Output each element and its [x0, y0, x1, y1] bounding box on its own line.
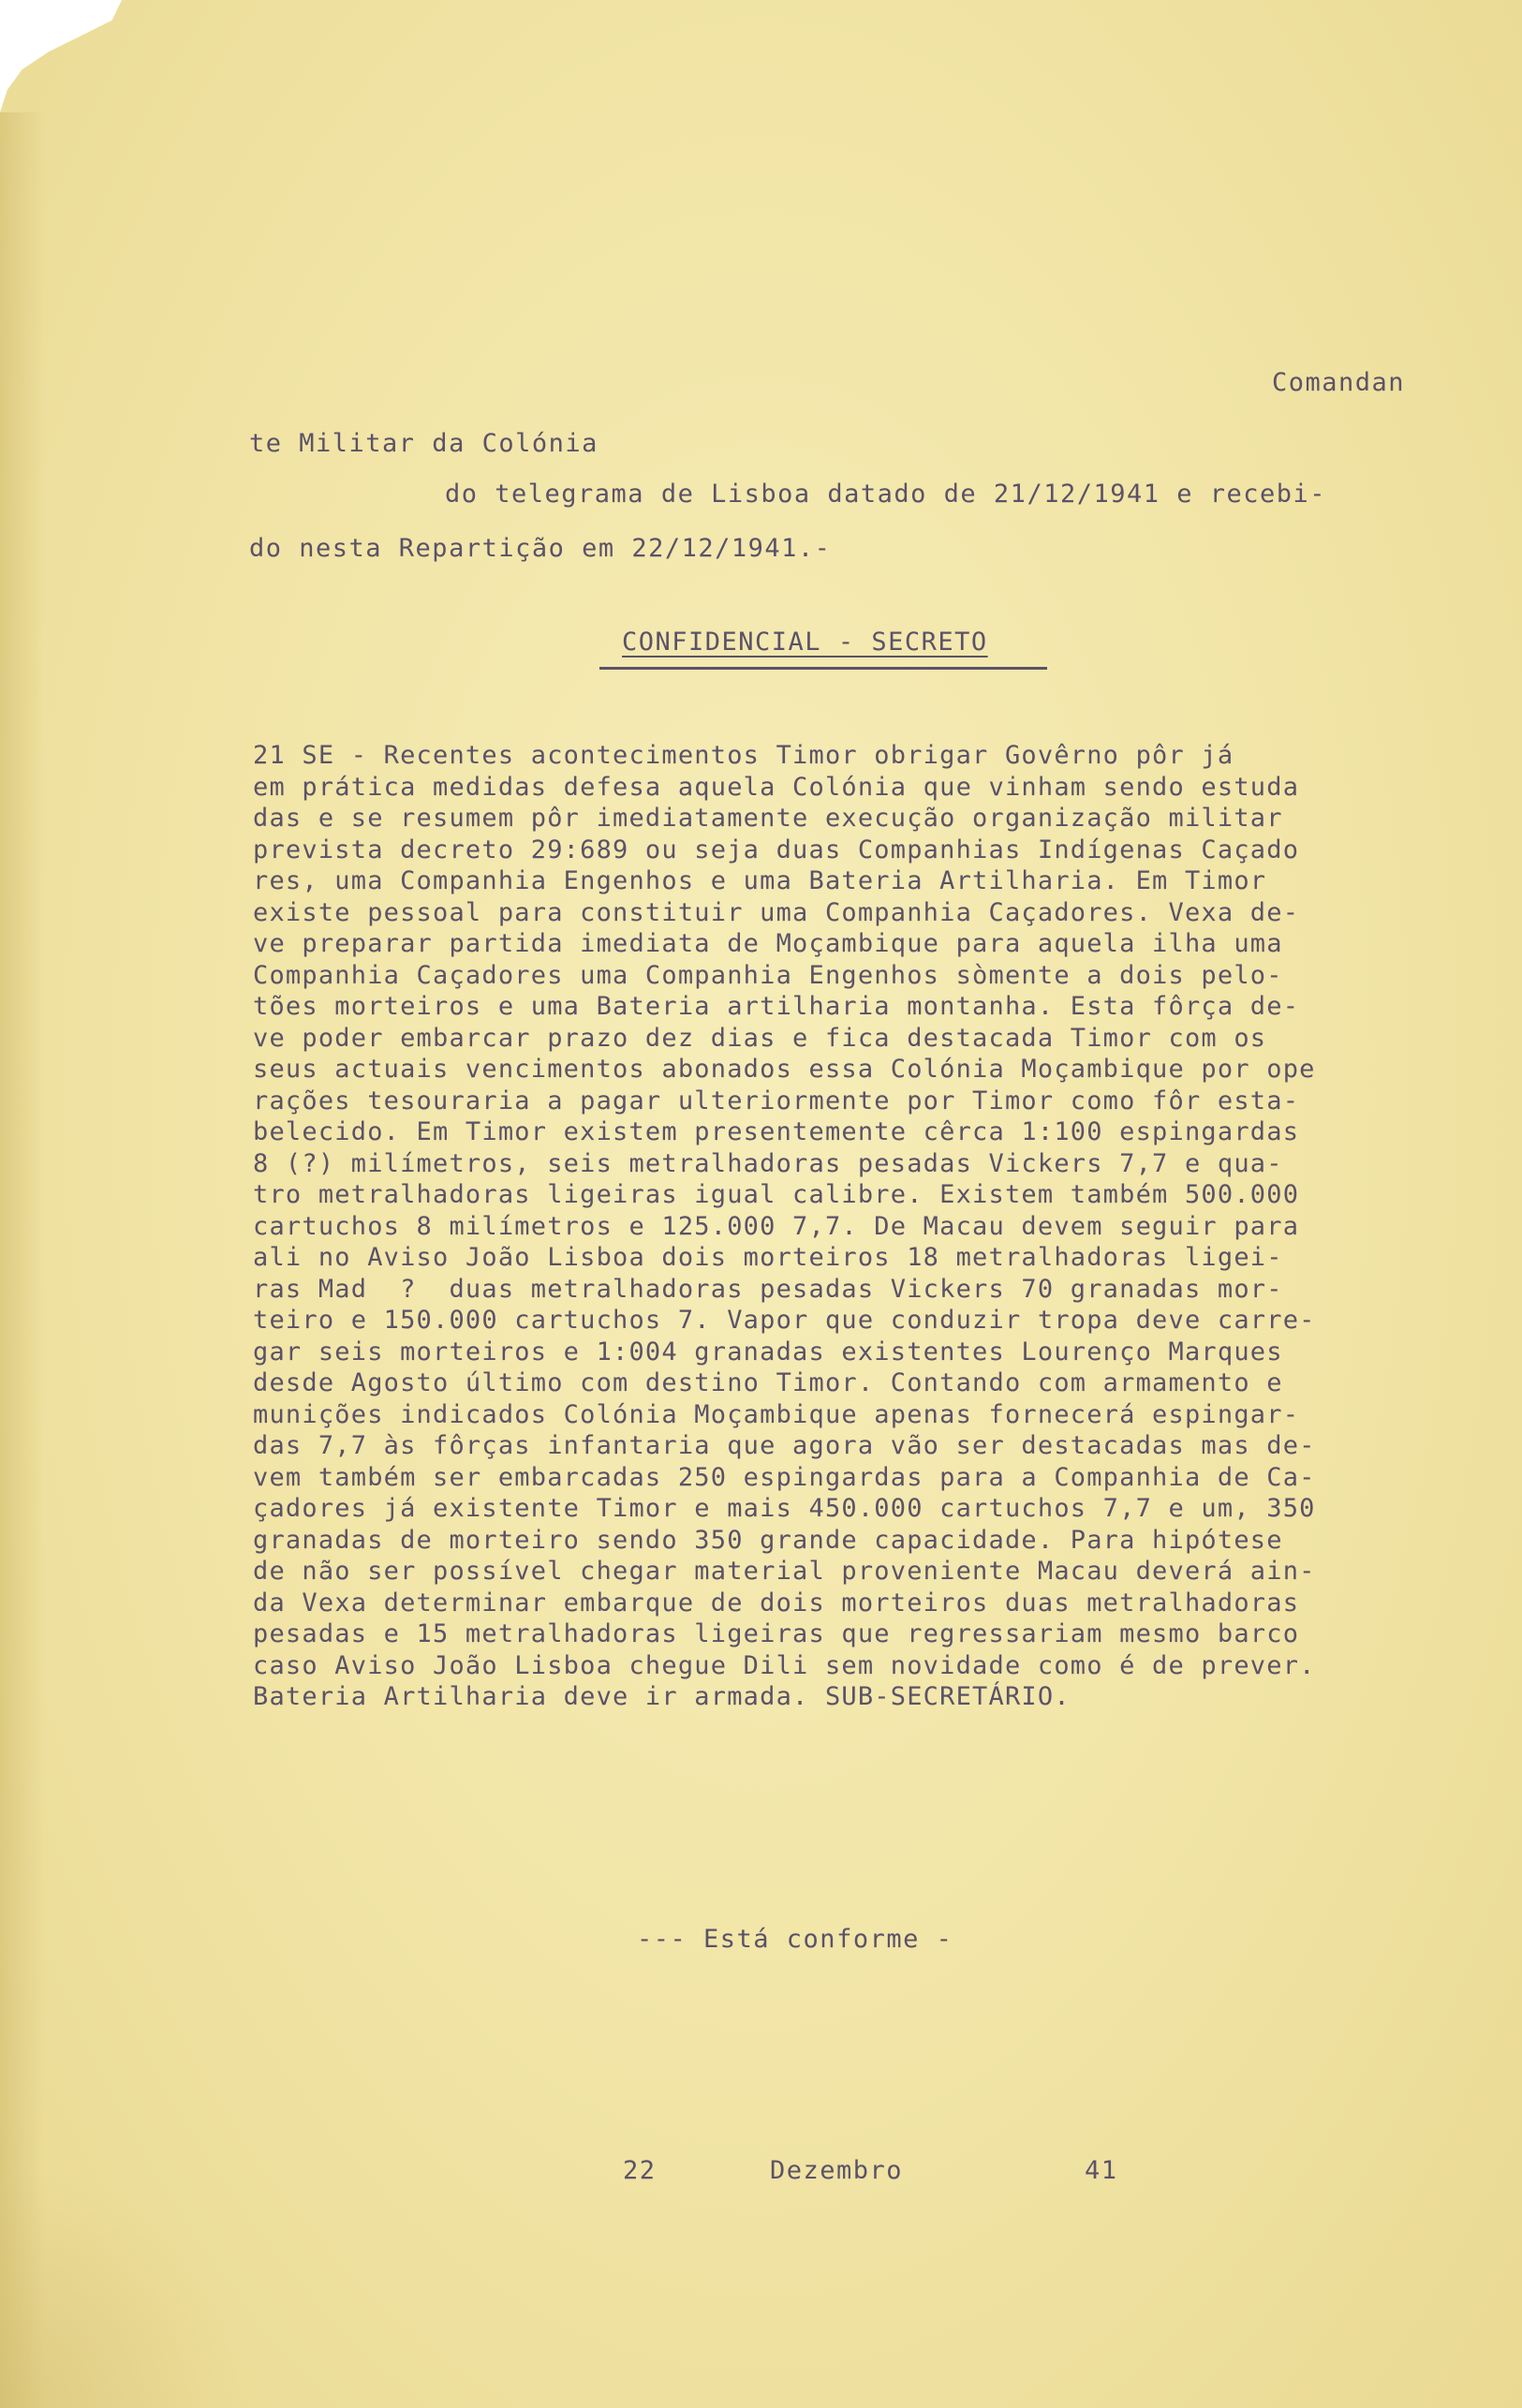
addressee-end: Comandan — [1272, 368, 1406, 397]
heading-underline — [599, 667, 1047, 670]
body-line: de não ser possível chegar material proveniente Macau deverá ain- — [253, 1557, 1316, 1586]
body-line: munições indicados Colónia Moçambique apenas fornecerá espingar- — [253, 1399, 1300, 1429]
body-line: rações tesouraria a pagar ulteriormente por Timor como fôr esta- — [253, 1086, 1300, 1115]
telegram-body — [253, 740, 1489, 1713]
date-year: 41 — [1085, 2156, 1118, 2185]
body-line: ve preparar partida imediata de Moçambique para aquela ilha uma — [253, 929, 1283, 958]
body-line: gar seis morteiros e 1:004 granadas existentes Lourenço Marques — [253, 1337, 1283, 1367]
body-line: existe pessoal para constituir uma Companhia Caçadores. Vexa de- — [253, 897, 1300, 927]
body-line: granadas de morteiro sendo 350 grande capacidade. Para hipótese — [253, 1525, 1283, 1555]
telegram-line-1: do telegrama de Lisboa datado de 21/12/1941 e recebi- — [445, 480, 1327, 509]
body-line: das e se resumem pôr imediatamente execução organização militar — [253, 804, 1283, 833]
body-line: çadores já existente Timor e mais 450.000 cartuchos 7,7 e um, 350 — [253, 1494, 1316, 1523]
body-line: tro metralhadoras ligeiras igual calibre. Existem também 500.000 — [253, 1180, 1300, 1209]
body-line: da Vexa determinar embarque de dois morteiros duas metralhadoras — [253, 1588, 1300, 1618]
body-line: Bateria Artilharia deve ir armada. SUB-SECRETÁRIO. — [253, 1682, 1071, 1711]
classification-heading: CONFIDENCIAL - SECRETO — [622, 628, 988, 657]
edge-stain — [0, 112, 45, 2408]
body-line: caso Aviso João Lisboa chegue Dili sem novidade como é de prever. — [253, 1650, 1316, 1680]
date-day: 22 — [623, 2156, 657, 2185]
body-line: prevista decreto 29:689 ou seja duas Companhias Indígenas Caçado — [253, 835, 1300, 864]
body-line: desde Agosto último com destino Timor. Contando com armamento e — [253, 1368, 1283, 1397]
torn-corner — [0, 0, 122, 112]
body-line: tões morteiros e uma Bateria artilharia montanha. Esta fôrça de- — [253, 992, 1300, 1021]
body-line: cartuchos 8 milímetros e 125.000 7,7. De Macau devem seguir para — [253, 1211, 1300, 1241]
body-line: ras Mad ? duas metralhadoras pesadas Vickers 70 granadas mor- — [253, 1274, 1283, 1304]
body-line: 21 SE - Recentes acontecimentos Timor obrigar Govêrno pôr já — [253, 741, 1234, 770]
attestation: --- Está conforme - — [637, 1925, 953, 1954]
body-line: pesadas e 15 metralhadoras ligeiras que regressariam mesmo barco — [253, 1619, 1300, 1648]
bottom-stain — [0, 2164, 244, 2408]
body-line: 8 (?) milímetros, seis metralhadoras pesadas Vickers 7,7 e qua- — [253, 1148, 1283, 1178]
body-line: vem também ser embarcadas 250 espingardas para a Companhia de Ca- — [253, 1462, 1316, 1492]
date-month: Dezembro — [770, 2156, 904, 2185]
telegram-line-2: do nesta Repartição em 22/12/1941.- — [249, 534, 832, 563]
addressee-line: te Militar da Colónia — [249, 429, 598, 458]
body-line: ve poder embarcar prazo dez dias e fica destacada Timor com os — [253, 1023, 1267, 1053]
body-line: res, uma Companhia Engenhos e uma Bateria Artilharia. Em Timor — [253, 866, 1267, 895]
body-line: das 7,7 às fôrças infantaria que agora vão ser destacadas mas de- — [253, 1431, 1316, 1460]
body-line: belecido. Em Timor existem presentemente cêrca 1:100 espingardas — [253, 1117, 1300, 1146]
body-line: em prática medidas defesa aquela Colónia que vinham sendo estuda — [253, 772, 1300, 802]
body-line: ali no Aviso João Lisboa dois morteiros 18 metralhadoras ligei- — [253, 1243, 1283, 1272]
body-line: Companhia Caçadores uma Companhia Engenhos sòmente a dois pelo- — [253, 960, 1283, 990]
body-line: teiro e 150.000 cartuchos 7. Vapor que conduzir tropa deve carre- — [253, 1306, 1316, 1335]
body-line: seus actuais vencimentos abonados essa Colónia Moçambique por ope — [253, 1055, 1316, 1084]
